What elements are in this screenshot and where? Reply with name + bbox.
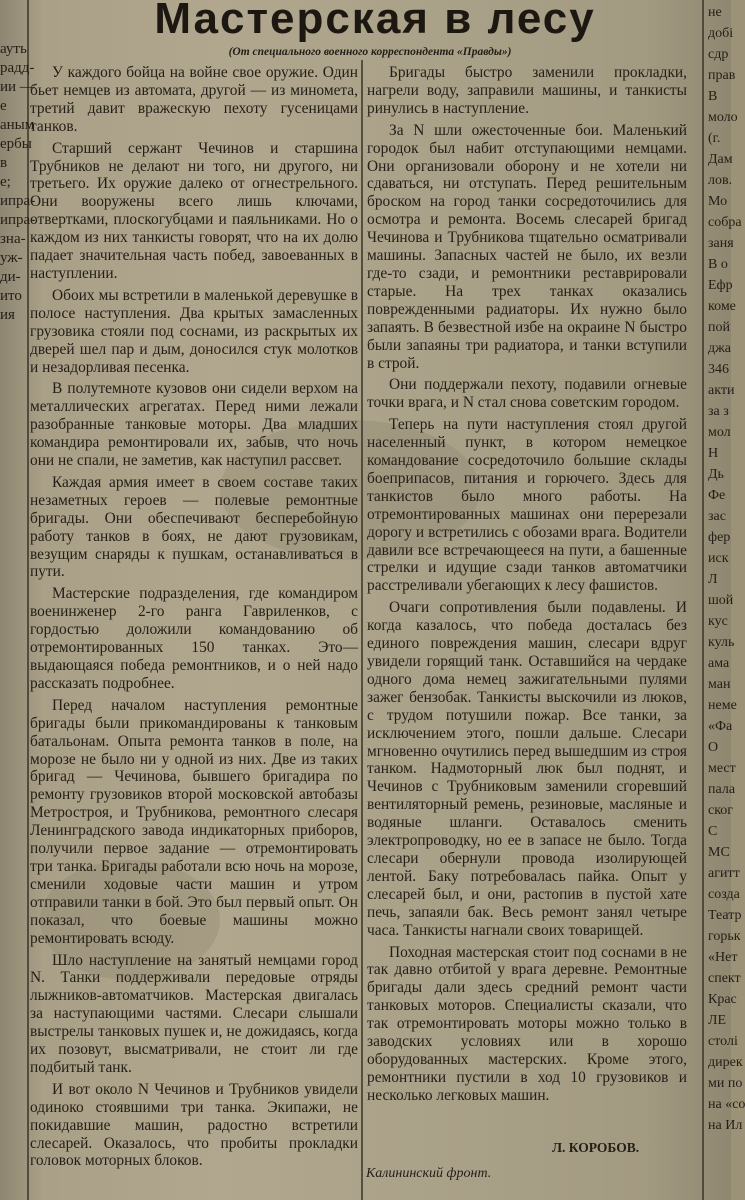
edge-text-fragment: С — [708, 824, 718, 839]
edge-text-fragment: созда — [708, 887, 740, 902]
article-column-middle — [367, 64, 687, 1105]
edge-text-fragment: Ефр — [708, 278, 733, 293]
edge-text-fragment: уж- — [0, 250, 23, 266]
edge-text-fragment: не — [708, 5, 722, 20]
edge-text-fragment: Л — [708, 572, 718, 587]
edge-text-fragment: радд- — [0, 60, 35, 76]
article-column-left — [30, 64, 358, 1170]
edge-text-fragment: моло — [708, 110, 738, 125]
edge-text-fragment: пой — [708, 320, 730, 335]
edge-text-fragment: В о — [708, 257, 728, 272]
edge-text-fragment: лов. — [708, 173, 733, 188]
edge-text-fragment: зна- — [0, 231, 26, 247]
edge-text-fragment: МС — [708, 845, 730, 860]
edge-text-fragment: акти — [708, 383, 735, 398]
edge-text-fragment: фер — [708, 530, 731, 545]
edge-text-fragment: ербы — [0, 136, 32, 152]
edge-text-fragment: е; — [0, 174, 11, 190]
edge-text-fragment: ии — — [0, 79, 35, 95]
edge-text-fragment: шой — [708, 593, 734, 608]
article-paragraph: Бригады быстро заменили прокладки, нагрели воду, заправили машины, и танкисты ринулись в наступление. — [367, 64, 687, 117]
article-paragraph: Они поддержали пехоту, подавили огневые точки врага, и N стал снова советским городом. — [367, 376, 687, 412]
edge-text-fragment: е — [0, 98, 7, 114]
edge-text-fragment: дирек — [708, 1055, 743, 1070]
edge-text-fragment: Н — [708, 446, 719, 461]
article-paragraph: И вот около N Чечинов и Трубников увидели одиноко стоявшими три танка. Экипажи, не покидавшие машин, радостно встретили слесарей. Оказалось, что пробиты прокладки головок моторных блоков. — [30, 1080, 358, 1170]
edge-text-fragment: ито — [0, 288, 22, 304]
edge-text-fragment: ипра- — [0, 212, 36, 228]
edge-text-fragment: «Фа — [708, 719, 733, 734]
article-paragraph: Перед началом наступления ремонтные бригады были прикомандированы к танковым батальонам. Опыта ремонта танков в поле, на морозе не было ни у одной из них. Две из таких бригад — Чечинова, бывшего бригадира по ремонту грузовиков второй московской автобазы Метростроя, и Трубникова, ремонтного слесаря Ленинградского завода индикаторных приборов, получили первое задание — отремонтировать три танка. Бригады работали всю ночь на морозе, сменили ходовые части машин и утром отправили танки в бой. Это был первый опыт. Он показал, что боевые машины можно ремонтировать всюду. — [30, 696, 358, 947]
edge-text-fragment: зас — [708, 509, 726, 524]
edge-text-fragment: В — [708, 89, 718, 104]
edge-text-fragment: добі — [708, 26, 734, 41]
edge-text-fragment: Театр — [708, 908, 742, 923]
edge-text-fragment: неме — [708, 698, 737, 713]
edge-text-fragment: за з — [708, 404, 729, 419]
edge-text-fragment: пала — [708, 782, 736, 797]
article-headline: Мастерская в лесу — [154, 0, 596, 43]
edge-text-fragment: на «со — [708, 1097, 745, 1112]
edge-text-fragment: О — [708, 740, 719, 755]
edge-text-fragment: коме — [708, 299, 736, 314]
column-rule — [702, 0, 704, 1200]
edge-text-fragment: 346 — [708, 362, 729, 377]
edge-text-fragment: Крас — [708, 992, 737, 1007]
edge-text-fragment: собра — [708, 215, 742, 230]
edge-text-fragment: джа — [708, 341, 732, 356]
edge-text-fragment: ЛЕ — [708, 1013, 727, 1028]
edge-text-fragment: «Нет — [708, 950, 738, 965]
article-paragraph: В полутемноте кузовов они сидели верхом на металлических агрегатах. Перед ними лежали разобранные танковые моторы. Два младших командира ремонтировали их, забыв, что ночь они не спали, не заметив, как наступил рассвет. — [30, 380, 358, 470]
edge-text-fragment: агитт — [708, 866, 740, 881]
edge-text-fragment: спект — [708, 971, 741, 986]
edge-text-fragment: кус — [708, 614, 728, 629]
author-signature: Л. КОРОБОВ. — [552, 1140, 640, 1155]
edge-text-fragment: на Ил — [708, 1118, 743, 1133]
article-paragraph: Каждая армия имеет в своем составе таких незаметных героев — полевые ремонтные бригады. Они обеспечивают бесперебойную работу танков в боях, не дают грузовикам, везущим снаряды к пушкам, останавливаться в пути. — [30, 473, 358, 581]
article-paragraph: Старший сержант Чечинов и старшина Трубников не делают ни того, ни другого, ни третьего. Их оружие далеко от огнестрельного. Они вооружены всего лишь ключами, отвертками, плоскогубцами и паяльниками. Но о каждом из них танкисты говорят, что на их долю падает значительная часть побед, завоеванных в наступлении. — [30, 139, 358, 282]
edge-text-fragment: Дам — [708, 152, 733, 167]
edge-text-fragment: мол — [708, 425, 731, 440]
adjacent-column-right-fragments — [708, 4, 745, 1138]
edge-text-fragment: Дь — [708, 467, 724, 482]
edge-text-fragment: аным — [0, 117, 35, 133]
article-paragraph: Мастерские подразделения, где командиром военинженер 2-го ранга Гавриленков, с гордостью доложили командованию об отремонтированных 150 танках. Это—выдающаяся победа ремонтников, и о ней надо рассказать подробнее. — [30, 585, 358, 692]
article-byline: (От специального военного корреспондента «Правды») — [228, 46, 512, 58]
article-paragraph: Шло наступление на занятый немцами город N. Танки поддерживали передовые отряды лыжников-автоматчиков. Мастерская двигалась за наступающими частями. Слесари слышали выстрелы танковых пушек и, не дожидаясь, когда их позовут, высматривали, не стоит ли где подбитый танк. — [30, 951, 358, 1076]
article-paragraph: У каждого бойца на войне свое оружие. Один бьет немцев из автомата, другой — из миномета, третий давит вражескую пехоту гусеницами танков. — [30, 64, 358, 135]
article-paragraph: Теперь на пути наступления стоял другой населенный пункт, в котором немецкое командование сосредоточило большие склады боеприпасов, питания и горючего. Здесь для танкистов было много работы. На отремонтированных машинах они перерезали дорогу и встретились с обозами врага. Водители давили все встречающееся на пути, а башенные стрелки и идущие сзади танков автоматчики расстреливали убегающих к лесу фашистов. — [367, 416, 687, 595]
edge-text-fragment: столі — [708, 1034, 738, 1049]
edge-text-fragment: в — [0, 155, 8, 171]
edge-text-fragment: иск — [708, 551, 729, 566]
edge-text-fragment: ми по — [708, 1076, 743, 1091]
edge-text-fragment: ия — [0, 307, 15, 323]
edge-text-fragment: сдр — [708, 47, 729, 62]
edge-text-fragment: куль — [708, 635, 735, 650]
edge-text-fragment: горьк — [708, 929, 741, 944]
edge-text-fragment: ама — [708, 656, 730, 671]
edge-text-fragment: ског — [708, 803, 734, 818]
edge-text-fragment: Фе — [708, 488, 726, 503]
column-rule — [361, 60, 363, 1200]
article-paragraph: За N шли ожесточенные бои. Маленький городок был набит отступающими немцами. Они организовали оборону и не хотели ни сдаваться, ни отступать. Перед решительным броском на город танки сосредоточились для осмотра и ремонта. Восемь слесарей бригад Чечинова и Трубникова тщательно осматривали машины. Запасных частей не было, их везли где-то сзади, и ремонтники реставрировали старые. На трех танках оказались поврежденными радиаторы. Их нужно было запаять. В безвестной избе на окраине N быстро были запаяны три радиатора, и танки вступили в строй. — [367, 121, 687, 372]
adjacent-column-left-fragments — [0, 40, 36, 325]
article-paragraph: Обоих мы встретили в маленькой деревушке в полосе наступления. Два крытых замасленных грузовика стояли под соснами, из раскрытых их дверей шел пар и дым, доносился стук молотков и незадорливая песенка. — [30, 286, 358, 376]
dateline: Калининский фронт. — [366, 1166, 492, 1181]
edge-text-fragment: заня — [708, 236, 734, 251]
edge-text-fragment: ман — [708, 677, 731, 692]
edge-text-fragment: ди- — [0, 269, 21, 285]
edge-text-fragment: Мо — [708, 194, 728, 209]
edge-text-fragment: мест — [708, 761, 736, 776]
article-paragraph: Очаги сопротивления были подавлены. И когда казалось, что победа досталась без единого повреждения машин, слесари вдруг увидели горящий танк. Оставшийся на чердаке одного дома немец зажигательными пулями зажег бензобак. Танкисты выскочили из люков, с трудом потушили пожар. Все танки, за исключением этого, пошли дальше. Слесари мгновенно очутились перед вышедшим из строя танком. Надмоторный люк был поднят, и Чечинов с Трубниковым заменили сгоревший вентиляторный ремень, резиновые, масляные и водяные шланги. Оставалось сменить электропроводку, но ее в запасе не было. Тогда слесари обернули провода изолирующей лентой. Баку потребовалась пайка. Опыт у слесарей был, и они, растопив в пустой хате печь, запаяли бак. Весь ремонт занял четыре часа. Танкисты нагнали своих товарищей. — [367, 599, 687, 939]
edge-text-fragment: (г. — [708, 131, 721, 146]
edge-text-fragment: прав — [708, 68, 736, 83]
edge-text-fragment: ипра- — [0, 193, 36, 209]
article-paragraph: Походная мастерская стоит под соснами в не так давно отбитой у врага деревне. Ремонтные бригады дали здесь средний ремонт части танковых моторов. Специалисты сказали, что так отремонтировать моторы можно только в заводских условиях или в хорошо оборудованных мастерских. Кроме этого, ремонтники пустили в ход 10 грузовиков и несколько легковых машин. — [367, 943, 687, 1104]
edge-text-fragment: ауть — [0, 41, 27, 57]
